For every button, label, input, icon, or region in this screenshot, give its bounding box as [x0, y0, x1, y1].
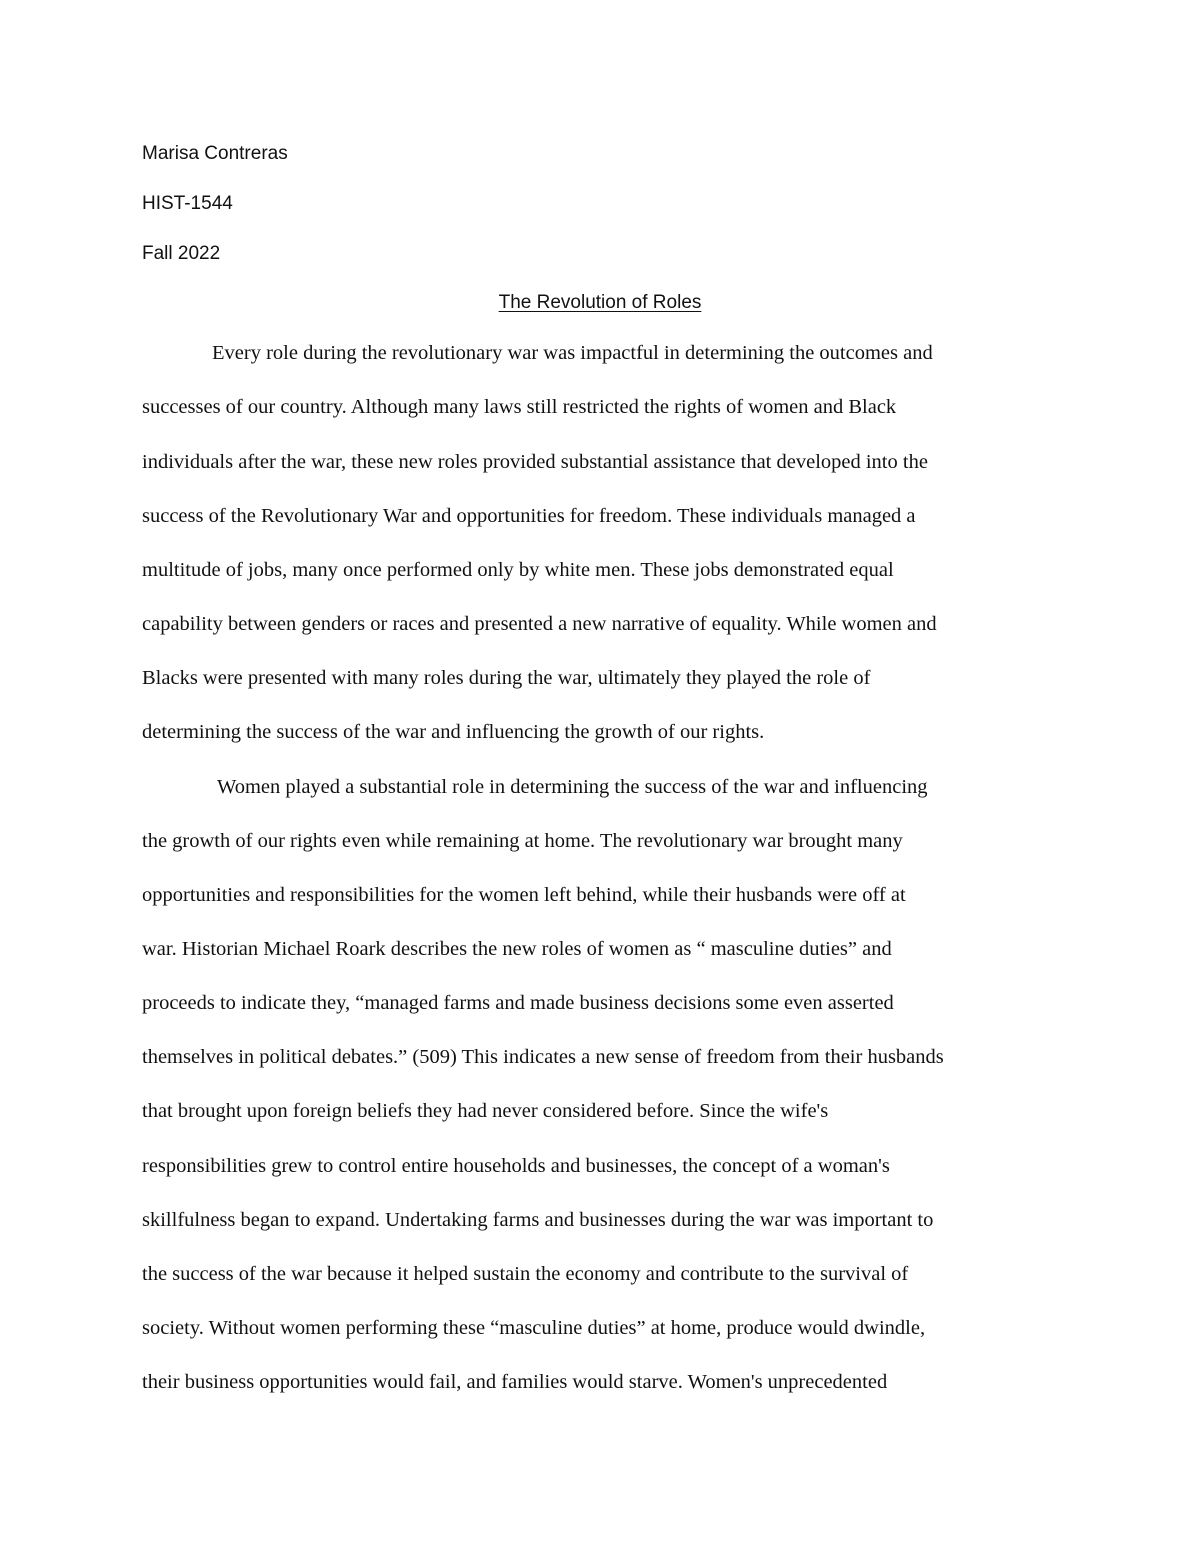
paragraph-2-line-10: the success of the war because it helped sustain the economy and contribute to the survival of — [142, 1263, 909, 1285]
paragraph-1-line-6: capability between genders or races and presented a new narrative of equality. While women and — [142, 613, 937, 635]
paragraph-2-line-7: that brought upon foreign beliefs they had never considered before. Since the wife's — [142, 1100, 829, 1122]
paragraph-2-line-12: their business opportunities would fail, and families would starve. Women's unprecedented — [142, 1371, 888, 1393]
author-name: Marisa Contreras — [142, 143, 288, 164]
paragraph-2-line-11: society. Without women performing these “masculine duties” at home, produce would dwindle, — [142, 1317, 926, 1339]
paragraph-2-line-5: proceeds to indicate they, “managed farms and made business decisions some even asserted — [142, 992, 894, 1014]
paragraph-2-line-2: the growth of our rights even while remaining at home. The revolutionary war brought many — [142, 830, 903, 852]
paragraph-2-line-6: themselves in political debates.” (509) This indicates a new sense of freedom from their husbands — [142, 1046, 944, 1068]
paragraph-2-line-8: responsibilities grew to control entire households and businesses, the concept of a woman's — [142, 1155, 890, 1177]
paragraph-1-line-3: individuals after the war, these new roles provided substantial assistance that developed into the — [142, 451, 928, 473]
paragraph-1-line-2: successes of our country. Although many laws still restricted the rights of women and Black — [142, 396, 897, 418]
term: Fall 2022 — [142, 243, 221, 264]
paragraph-2-line-1: Women played a substantial role in determining the success of the war and influencing — [217, 776, 928, 798]
essay-title-container — [0, 291, 1200, 315]
paragraph-2-line-9: skillfulness began to expand. Undertaking farms and businesses during the war was important to — [142, 1209, 934, 1231]
paragraph-1-line-8: determining the success of the war and influencing the growth of our rights. — [142, 721, 765, 743]
paragraph-1-line-7: Blacks were presented with many roles during the war, ultimately they played the role of — [142, 667, 871, 689]
essay-title: The Revolution of Roles — [498, 292, 702, 313]
paragraph-2-line-3: opportunities and responsibilities for the women left behind, while their husbands were off at — [142, 884, 906, 906]
paragraph-1-line-5: multitude of jobs, many once performed only by white men. These jobs demonstrated equal — [142, 559, 894, 581]
paragraph-1-line-1: Every role during the revolutionary war was impactful in determining the outcomes and — [212, 342, 933, 364]
paragraph-2-line-4: war. Historian Michael Roark describes the new roles of women as “ masculine duties” and — [142, 938, 892, 960]
paragraph-1-line-4: success of the Revolutionary War and opportunities for freedom. These individuals managed a — [142, 505, 916, 527]
course-code: HIST-1544 — [142, 193, 233, 214]
